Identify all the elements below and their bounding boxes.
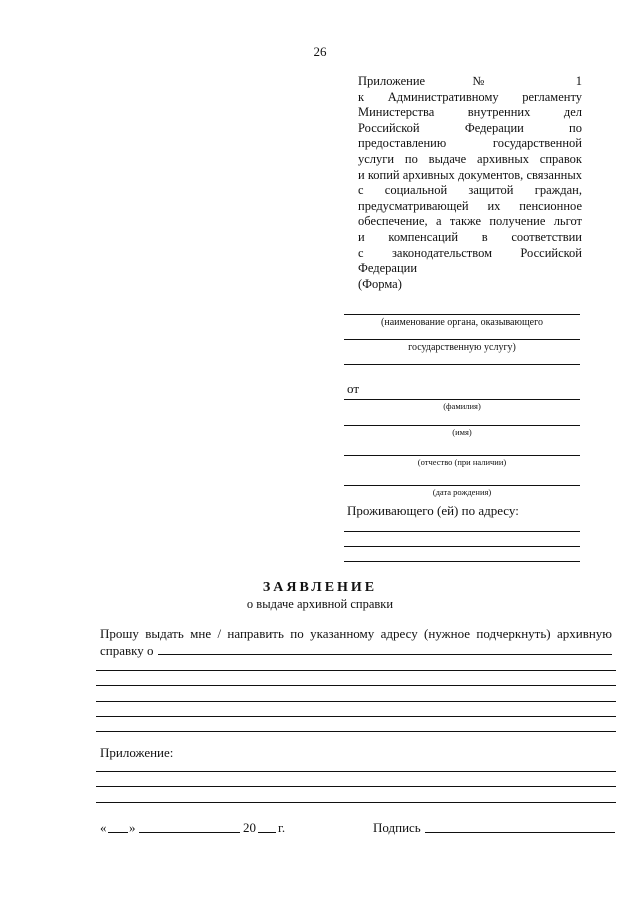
- appendix-line: Приложение № 1: [358, 74, 582, 88]
- from-label: от: [347, 381, 360, 396]
- organ-name-line-3[interactable]: [344, 364, 580, 365]
- appendix-line: с законодательством Российской: [358, 245, 582, 260]
- attachment-label: Приложение:: [100, 745, 174, 760]
- certificate-line[interactable]: [96, 731, 616, 732]
- patronymic-caption: (отчество (при наличии): [417, 457, 507, 467]
- birthdate-line[interactable]: [344, 485, 580, 486]
- organ-caption-2: государственную услугу): [408, 342, 516, 353]
- date-close-quote: »: [129, 820, 136, 835]
- appendix-line: предоставлению государственной: [358, 136, 582, 151]
- appendix-line: Федерации: [358, 261, 418, 276]
- organ-name-line[interactable]: [344, 314, 580, 315]
- address-line[interactable]: [344, 561, 580, 562]
- appendix-line: и копий архивных документов, связанных: [358, 167, 582, 182]
- surname-caption: (фамилия): [443, 401, 481, 411]
- certificate-line[interactable]: [96, 701, 616, 702]
- attachment-line[interactable]: [96, 771, 616, 772]
- address-line[interactable]: [344, 546, 580, 547]
- date-year-line[interactable]: [258, 832, 276, 833]
- year-suffix: г.: [278, 820, 286, 835]
- certificate-line[interactable]: [96, 716, 616, 717]
- statement-subtitle: о выдаче архивной справки: [246, 597, 394, 611]
- appendix-line: предусматривающей их пенсионное: [358, 198, 582, 213]
- page-number: 26: [313, 44, 327, 59]
- statement-title: ЗАЯВЛЕНИЕ: [262, 580, 378, 595]
- organ-caption-1: (наименование органа, оказывающего: [381, 317, 543, 328]
- appendix-line: услуги по выдаче архивных справок: [358, 151, 582, 166]
- signature-label: Подпись: [373, 820, 421, 835]
- name-caption: (имя): [452, 427, 472, 437]
- appendix-line: обеспечение, а также получение льгот: [358, 214, 582, 229]
- address-label: Проживающего (ей) по адресу:: [347, 503, 519, 518]
- date-month-line[interactable]: [139, 832, 240, 833]
- appendix-line: и компенсаций в соответствии: [358, 229, 582, 244]
- date-day-line[interactable]: [108, 832, 128, 833]
- attachment-line[interactable]: [96, 802, 616, 803]
- certificate-line[interactable]: [96, 670, 616, 671]
- request-text: Прошу выдать мне / направить по указанному адресу (нужное подчеркнуть) архивную: [100, 626, 612, 641]
- appendix-line: Российской Федерации по: [358, 120, 582, 135]
- organ-name-line-2[interactable]: [344, 339, 580, 340]
- signature-line[interactable]: [425, 832, 615, 833]
- appendix-block: [358, 74, 582, 292]
- birthdate-caption: (дата рождения): [432, 487, 492, 497]
- name-line[interactable]: [344, 425, 580, 426]
- date-open-quote: «: [100, 820, 107, 835]
- appendix-line: к Административному регламенту: [358, 89, 582, 104]
- attachment-line[interactable]: [96, 786, 616, 787]
- year-prefix: 20: [243, 820, 256, 835]
- surname-line[interactable]: [344, 399, 580, 400]
- address-line[interactable]: [344, 531, 580, 532]
- certificate-label: справку о: [100, 643, 154, 658]
- certificate-line[interactable]: [96, 685, 616, 686]
- patronymic-line[interactable]: [344, 455, 580, 456]
- appendix-line: с социальной защитой граждан,: [358, 183, 582, 198]
- appendix-line: Министерства внутренних дел: [358, 105, 582, 120]
- certificate-line[interactable]: [158, 654, 612, 655]
- appendix-line: (Форма): [358, 276, 402, 291]
